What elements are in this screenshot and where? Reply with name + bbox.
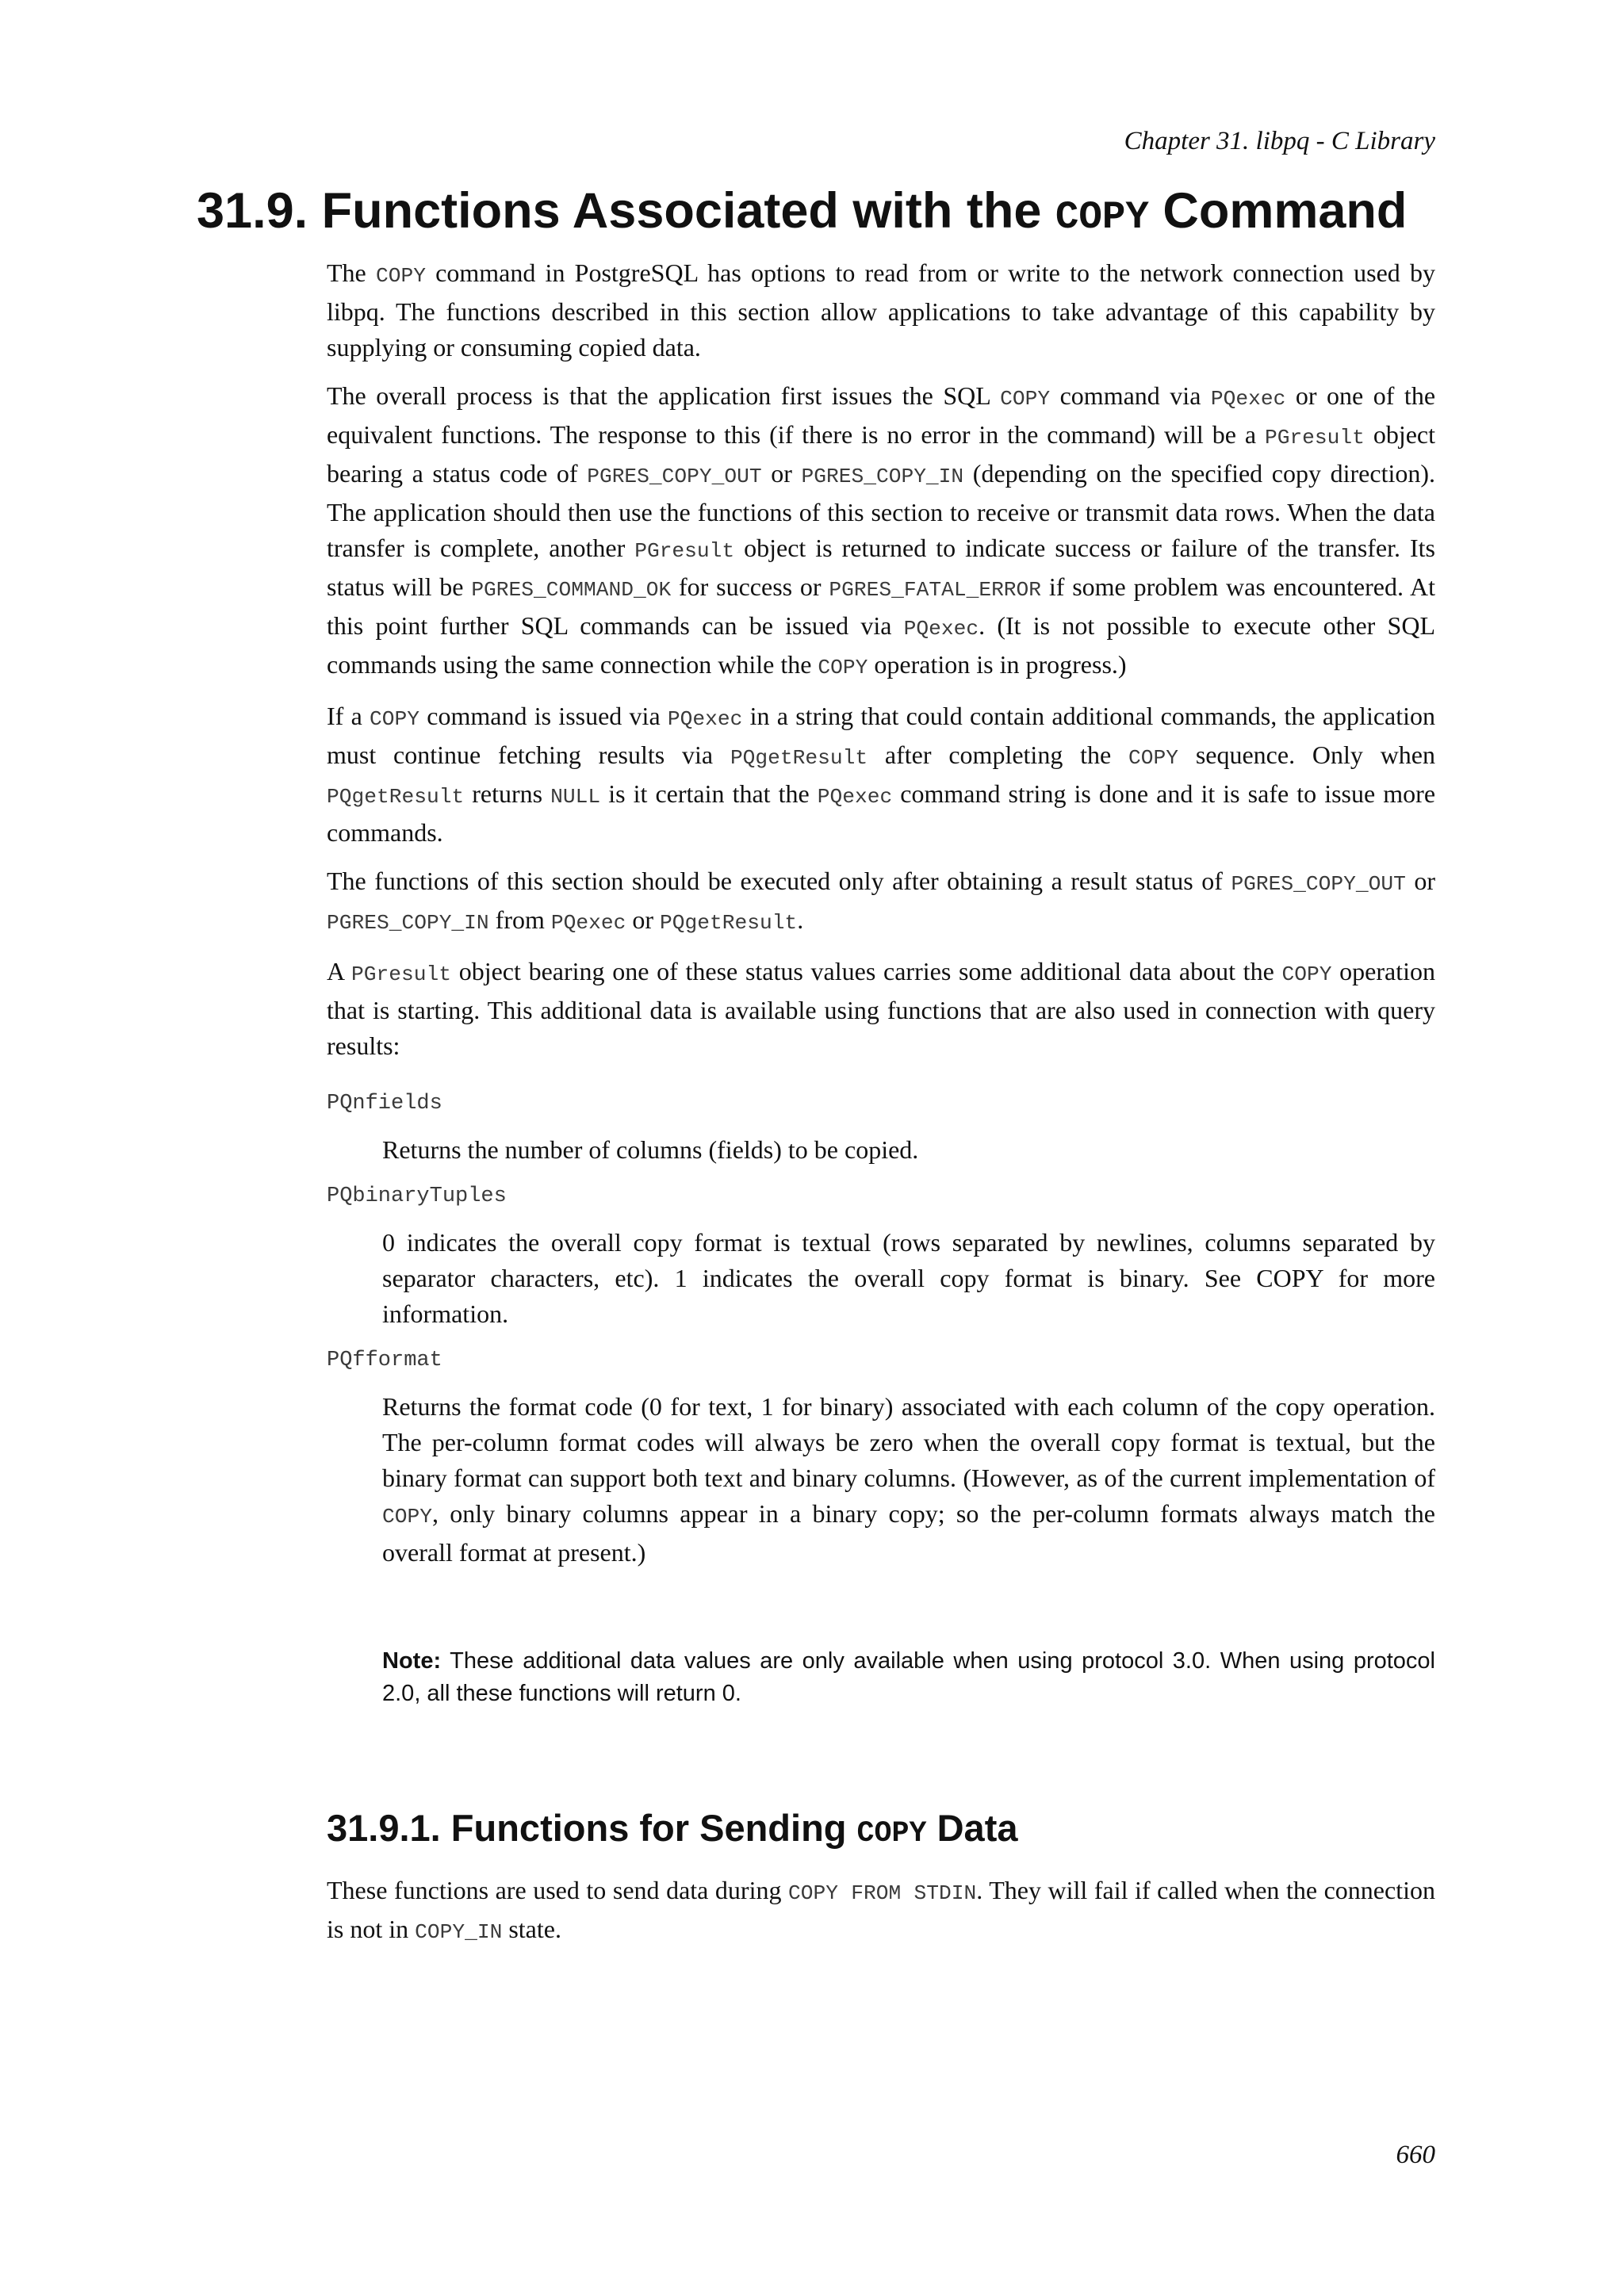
- page-content: [327, 255, 1435, 1963]
- section-title-code: COPY: [1055, 195, 1149, 239]
- code-literal: PGresult: [1264, 426, 1365, 450]
- text-run: command via: [1050, 381, 1211, 410]
- text-run: in a string that could contain additional commands, the application must continue fetching results via: [327, 702, 1436, 769]
- text-run: returns: [464, 779, 551, 808]
- code-literal: COPY: [1000, 387, 1051, 411]
- text-run: operation is in progress.): [868, 650, 1127, 679]
- text-run: sequence. Only when: [1178, 740, 1436, 769]
- definition-term-pqfformat: PQfformat: [327, 1349, 442, 1372]
- text-run: or: [626, 905, 660, 934]
- text-run: or: [1405, 867, 1436, 895]
- note-label: Note:: [382, 1648, 442, 1674]
- section-title-text: Functions Associated with the: [321, 183, 1042, 239]
- definition-description-pqbinarytuples: [382, 1225, 1435, 1332]
- text-run: (depending on the specified copy direction). The application should then use the functions of this section to receive or transmit data rows. When the data transfer is complete, another: [327, 459, 1436, 562]
- subsection-title-text: Functions for Sending: [450, 1807, 847, 1849]
- code-literal: PQgetResult: [660, 911, 798, 935]
- code-literal: PGresult: [634, 539, 735, 563]
- text-run: operation that is starting. This additional data is available using functions that are also used in connection with query results:: [327, 957, 1436, 1060]
- definition-term-pqbinarytuples: PQbinaryTuples: [327, 1184, 507, 1208]
- text-run: object is returned to indicate success or failure of the transfer. Its status will be: [327, 534, 1436, 601]
- paragraph-additional-data: [327, 954, 1435, 1064]
- section-number: 31.9.: [197, 183, 308, 239]
- code-literal: PGRES_COMMAND_OK: [471, 578, 672, 602]
- text-run: Returns the number of columns (fields) to be copied.: [382, 1135, 919, 1164]
- text-run: if some problem was encountered. At this point further SQL commands can be issued via: [327, 572, 1436, 640]
- code-literal: PGRES_COPY_OUT: [587, 465, 762, 488]
- section-title-text-end: Command: [1162, 183, 1408, 239]
- code-literal: PQexec: [1210, 387, 1286, 411]
- text-run: from: [488, 905, 551, 934]
- code-literal: COPY: [370, 707, 420, 731]
- running-header-chapter: Chapter 31. libpq - C Library: [1124, 127, 1435, 155]
- paragraph-multiple-commands: [327, 698, 1435, 851]
- code-literal: PQexec: [550, 911, 626, 935]
- paragraph-execution-order: [327, 863, 1435, 941]
- text-run: 0 indicates the overall copy format is textual (rows separated by newlines, columns separated by separator characters, etc). 1 indicates the overall copy format is binary. See COPY for more information.: [382, 1228, 1435, 1328]
- text-run: A: [327, 957, 352, 985]
- code-literal: PQexec: [667, 707, 743, 731]
- subsection-title-code: COPY: [856, 1817, 927, 1850]
- text-run: or: [761, 459, 802, 488]
- definition-term-pqnfields: PQnfields: [327, 1092, 442, 1115]
- text-run: Returns the format code (0 for text, 1 for binary) associated with each column of the copy operation. The per-column format codes will always be zero when the overall copy format is textual, but the binary format can support both text and binary columns. (However, as of the current implementation of: [382, 1392, 1435, 1492]
- code-literal: PGRES_COPY_OUT: [1231, 872, 1406, 896]
- text-run: .: [797, 905, 804, 934]
- code-literal: COPY: [1281, 962, 1332, 986]
- text-run: object bearing a status code of: [327, 420, 1436, 488]
- code-literal: COPY_IN: [415, 1920, 503, 1944]
- text-run: command string is done and it is safe to issue more commands.: [327, 779, 1436, 847]
- code-literal: PGRES_FATAL_ERROR: [829, 578, 1042, 602]
- text-run: The functions of this section should be executed only after obtaining a result status of: [327, 867, 1231, 895]
- text-run: . (It is not possible to execute other SQL commands using the same connection while the: [327, 611, 1435, 679]
- text-run: object bearing one of these status values carries some additional data about the: [451, 957, 1282, 985]
- code-literal: PGresult: [351, 962, 451, 986]
- text-run: command in PostgreSQL has options to read from or write to the network connection used by libpq. The functions described in this section allow applications to take advantage of this capability by supplying or consuming copied data.: [327, 258, 1436, 362]
- code-literal: COPY: [818, 656, 868, 679]
- page-number: 660: [1396, 2141, 1435, 2169]
- text-run: is it certain that the: [600, 779, 818, 808]
- text-run: state.: [502, 1915, 561, 1943]
- subsection-title-text-end: Data: [936, 1807, 1018, 1849]
- paragraph-overall-process: [327, 378, 1435, 686]
- text-run: or one of the equivalent functions. The response to this (if there is no error in the command) will be a: [327, 381, 1436, 449]
- subsection-number: 31.9.1.: [327, 1807, 441, 1849]
- text-run: command is issued via: [419, 702, 668, 730]
- definition-description-pqnfields: [382, 1132, 1435, 1168]
- code-literal: NULL: [550, 785, 601, 809]
- text-run: The: [327, 258, 376, 287]
- code-literal: PGRES_COPY_IN: [801, 465, 964, 488]
- text-run: The overall process is that the application first issues the SQL: [327, 381, 1001, 410]
- code-literal: COPY: [382, 1505, 432, 1529]
- code-literal: COPY: [1128, 746, 1179, 770]
- subsection-title: [327, 1804, 1435, 1858]
- code-literal: COPY: [375, 264, 426, 288]
- text-run: If a: [327, 702, 370, 730]
- text-run: . They will fail if called when the connection is not in: [327, 1876, 1435, 1943]
- text-run: for success or: [671, 572, 829, 601]
- text-run: after completing the: [868, 740, 1129, 769]
- code-literal: PQexec: [817, 785, 893, 809]
- paragraph-sending-functions: [327, 1873, 1435, 1950]
- text-run: , only binary columns appear in a binary copy; so the per-column formats always match the overall format at present.): [382, 1499, 1435, 1567]
- note-box: [382, 1645, 1435, 1710]
- code-literal: PQgetResult: [327, 785, 465, 809]
- text-run: These functions are used to send data during: [327, 1876, 789, 1904]
- section-title: [197, 179, 1407, 249]
- code-literal: COPY FROM STDIN: [788, 1881, 977, 1905]
- function-definition-list: [327, 1088, 1435, 1571]
- code-literal: PQgetResult: [730, 746, 868, 770]
- definition-description-pqfformat: [382, 1389, 1435, 1571]
- note-text: These additional data values are only available when using protocol 3.0. When using protocol 2.0, all these functions will return 0.: [382, 1648, 1435, 1706]
- code-literal: PQexec: [903, 617, 979, 641]
- paragraph-intro: [327, 255, 1435, 365]
- code-literal: PGRES_COPY_IN: [327, 911, 489, 935]
